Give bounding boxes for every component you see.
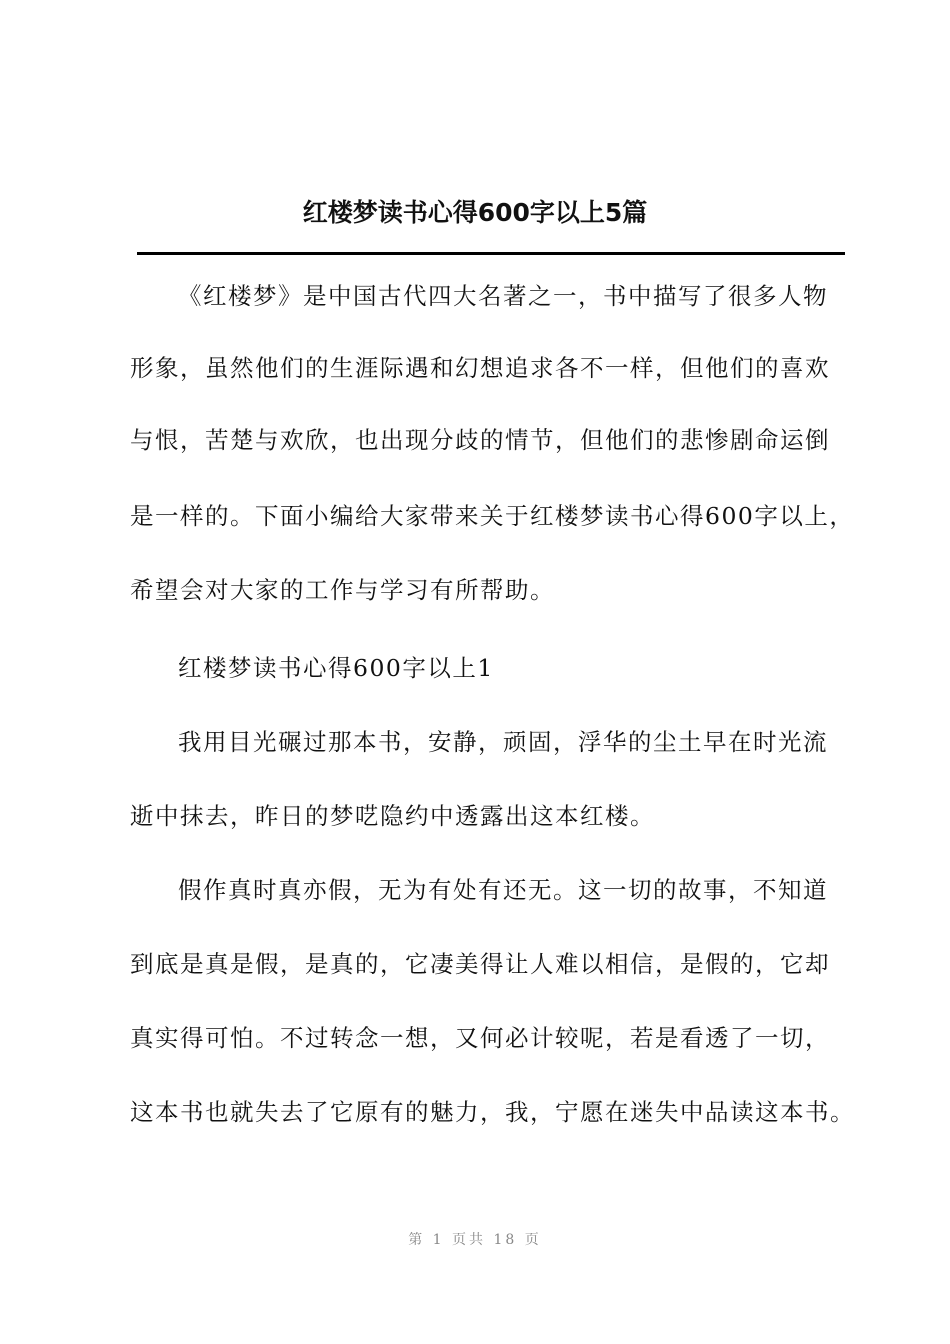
paragraph-line: 假作真时真亦假，无为有处有还无。这一切的故事，不知道 xyxy=(178,876,828,904)
paragraph-line: 《红楼梦》是中国古代四大名著之一，书中描写了很多人物 xyxy=(178,282,828,310)
page-number-footer: 第 1 页共 18 页 xyxy=(408,1232,542,1248)
paragraph-line: 到底是真是假，是真的，它凄美得让人难以相信，是假的，它却 xyxy=(130,950,830,978)
document-title: 红楼梦读书心得600字以上5篇 xyxy=(302,198,648,227)
section-heading: 红楼梦读书心得600字以上1 xyxy=(178,654,494,682)
paragraph-line: 真实得可怕。不过转念一想，又何必计较呢，若是看透了一切， xyxy=(130,1024,830,1052)
paragraph-line: 与恨，苦楚与欢欣，也出现分歧的情节，但他们的悲惨剧命运倒 xyxy=(130,426,830,454)
paragraph-line: 形象，虽然他们的生涯际遇和幻想追求各不一样，但他们的喜欢 xyxy=(130,354,830,382)
paragraph-line: 是一样的。下面小编给大家带来关于红楼梦读书心得600字以上， xyxy=(130,502,855,530)
paragraph-line: 我用目光碾过那本书，安静，顽固，浮华的尘土早在时光流 xyxy=(178,728,828,756)
paragraph-line: 逝中抹去，昨日的梦呓隐约中透露出这本红楼。 xyxy=(130,802,655,830)
title-divider xyxy=(137,252,845,255)
paragraph-line: 希望会对大家的工作与学习有所帮助。 xyxy=(130,576,555,604)
paragraph-line: 这本书也就失去了它原有的魅力，我，宁愿在迷失中品读这本书。 xyxy=(130,1098,855,1126)
